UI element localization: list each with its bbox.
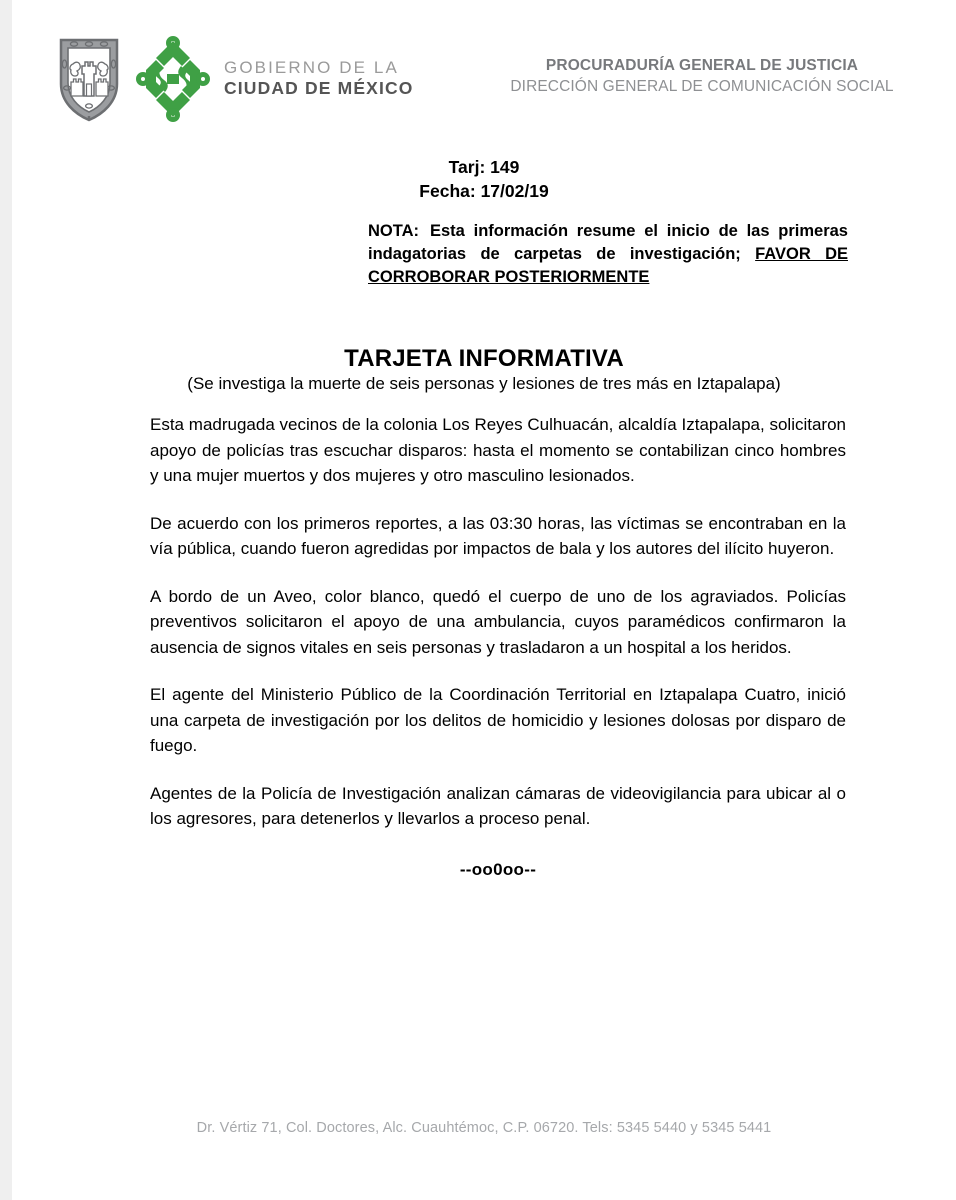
government-branding: [58, 36, 414, 122]
scan-edge-artifact: [0, 0, 12, 1200]
cdmx-coat-of-arms-icon: [58, 36, 120, 122]
document-body: [150, 412, 846, 832]
brand-line-ciudad: CIUDAD DE MÉXICO: [224, 77, 414, 98]
nota-disclaimer: [368, 220, 848, 288]
document-header: [12, 0, 956, 150]
card-number: Tarj: 149: [448, 157, 520, 177]
department-subname: DIRECCIÓN GENERAL DE COMUNICACIÓN SOCIAL: [510, 78, 894, 95]
card-meta: [12, 156, 956, 203]
closing-marker: --oo0oo--: [459, 860, 537, 879]
brand-line-gobierno: GOBIERNO DE LA: [224, 57, 399, 77]
department-heading: [482, 57, 922, 96]
body-paragraph: Esta madrugada vecinos de la colonia Los Reyes Culhuacán, alcaldía Iztapalapa, solicitaron apoyo de policías tras escuchar disparos: hasta el momento se contabilizan cinco hombres y una mujer muertos y dos mujeres y otro masculino lesionados.: [150, 415, 846, 485]
card-date: Fecha: 17/02/19: [419, 180, 549, 201]
brand-wordmark: [224, 58, 414, 101]
cdmx-knot-logo-icon: [136, 36, 210, 122]
body-paragraph: Agentes de la Policía de Investigación analizan cámaras de videovigilancia para ubicar al o los agresores, para detenerlos y llevarlos a proceso penal.: [150, 783, 846, 828]
body-paragraph: El agente del Ministerio Público de la Coordinación Territorial en Iztapalapa Cuatro, inició una carpeta de investigación por los delitos de homicidio y lesiones dolosas por disparo de fuego.: [150, 685, 846, 755]
nota-label: NOTA:: [368, 222, 420, 240]
body-paragraph: De acuerdo con los primeros reportes, a las 03:30 horas, las víctimas se encontraban en la vía pública, cuando fueron agredidas por impactos de bala y los autores del ilícito huyeron.: [150, 513, 846, 558]
page-subtitle: (Se investiga la muerte de seis personas y lesiones de tres más en Iztapalapa): [187, 374, 781, 393]
nota-underlined-text: FAVOR DE CORROBORAR POSTERIORMENTE: [368, 244, 848, 286]
nota-text: Esta información resume el inicio de las primeras indagatorias de carpetas de investigación;: [368, 222, 848, 263]
body-paragraph: A bordo de un Aveo, color blanco, quedó el cuerpo de uno de los agraviados. Policías preventivos solicitaron el apoyo de una ambulancia, cuyos paramédicos confirmaron la ausencia de signos vitales en seis personas y trasladaron a un hospital a los heridos.: [150, 586, 846, 657]
page-title: TARJETA INFORMATIVA: [344, 345, 624, 372]
footer-address: Dr. Vértiz 71, Col. Doctores, Alc. Cuauhtémoc, C.P. 06720. Tels: 5345 5440 y 5345 5441: [196, 1120, 772, 1136]
department-name: PROCURADURÍA GENERAL DE JUSTICIA: [545, 57, 859, 74]
